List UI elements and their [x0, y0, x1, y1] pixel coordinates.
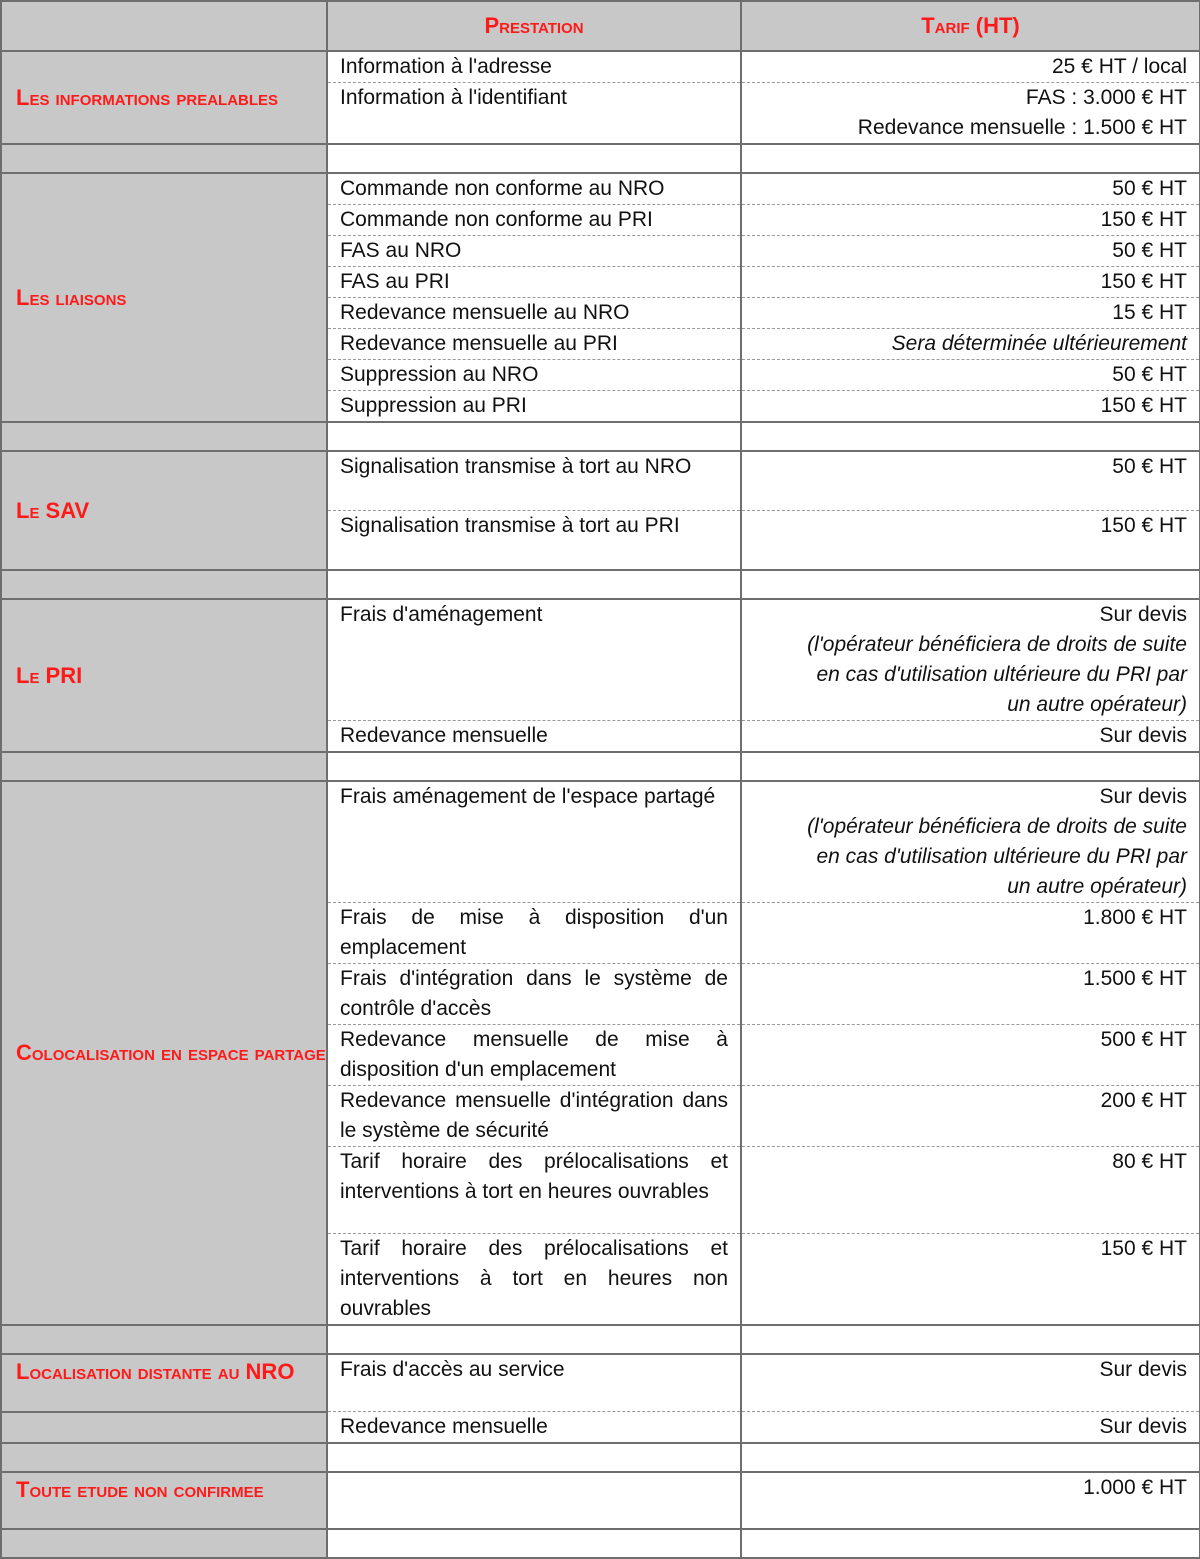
tarif-cell — [741, 83, 1200, 145]
table-row — [1, 781, 1200, 903]
prestation-cell: Redevance mensuelle au PRI — [327, 329, 741, 360]
prestation-cell: Suppression au NRO — [327, 360, 741, 391]
tarif-cell: 150 € HT — [741, 205, 1200, 236]
tarif-line: Sur devis — [1099, 603, 1187, 626]
tarif-cell: 200 € HT — [741, 1086, 1200, 1147]
tarif-cell: Sera déterminée ultérieurement — [741, 329, 1200, 360]
section-label-informations-prealables: Les informations prealables — [1, 51, 327, 144]
prestation-cell: Information à l'identifiant — [327, 83, 741, 145]
spacer-row — [1, 1529, 1200, 1558]
header-tarif: Tarif (HT) — [741, 1, 1200, 51]
prestation-cell: Redevance mensuelle — [327, 721, 741, 753]
table-row — [1, 51, 1200, 83]
prestation-cell: Redevance mensuelle au NRO — [327, 298, 741, 329]
prestation-cell: FAS au PRI — [327, 267, 741, 298]
section-label-localisation-distante: Localisation distante au NRO — [1, 1354, 327, 1412]
tarif-cell: 80 € HT — [741, 1147, 1200, 1234]
table-row — [1, 173, 1200, 205]
tarif-cell: Sur devis — [741, 721, 1200, 753]
tarif-cell: 50 € HT — [741, 451, 1200, 511]
prestation-cell: Frais d'intégration dans le système de contrôle d'accès — [327, 964, 741, 1025]
table-row — [1, 1354, 1200, 1412]
section-label-liaisons: Les liaisons — [1, 173, 327, 422]
prestation-cell — [327, 1472, 741, 1529]
tarif-note: (l'opérateur bénéficiera de droits de suite en cas d'utilisation ultérieure du PRI par un autre opérateur) — [807, 815, 1187, 898]
tarif-cell — [741, 599, 1200, 721]
spacer-row — [1, 144, 1200, 173]
tarif-cell: 50 € HT — [741, 173, 1200, 205]
section-label-pri: Le PRI — [1, 599, 327, 752]
tarif-cell: 500 € HT — [741, 1025, 1200, 1086]
prestation-cell: Tarif horaire des prélocalisations et interventions à tort en heures ouvrables — [327, 1147, 741, 1234]
prestation-cell: Redevance mensuelle — [327, 1412, 741, 1444]
table-row — [1, 451, 1200, 511]
prestation-cell: Frais de mise à disposition d'un emplacement — [327, 903, 741, 964]
section-label-empty — [1, 1412, 327, 1444]
tarif-cell: 1.000 € HT — [741, 1472, 1200, 1529]
prestation-cell: Redevance mensuelle d'intégration dans le système de sécurité — [327, 1086, 741, 1147]
table-row — [1, 599, 1200, 721]
tarif-cell: 1.500 € HT — [741, 964, 1200, 1025]
spacer-row — [1, 1443, 1200, 1472]
prestation-cell: Information à l'adresse — [327, 51, 741, 83]
tarif-cell: 25 € HT / local — [741, 51, 1200, 83]
tarif-note: (l'opérateur bénéficiera de droits de suite en cas d'utilisation ultérieure du PRI par un autre opérateur) — [807, 633, 1187, 716]
tarif-cell: 15 € HT — [741, 298, 1200, 329]
tarif-cell: Sur devis — [741, 1354, 1200, 1412]
spacer-row — [1, 1325, 1200, 1354]
prestation-cell: Signalisation transmise à tort au NRO — [327, 451, 741, 511]
section-label-sav: Le SAV — [1, 451, 327, 570]
prestation-cell: Frais d'accès au service — [327, 1354, 741, 1412]
tarif-line: FAS : 3.000 € HT — [1025, 86, 1187, 109]
prestation-cell: Commande non conforme au NRO — [327, 173, 741, 205]
header-prestation: Prestation — [327, 1, 741, 51]
table-header-row — [1, 1, 1200, 51]
tarif-cell: Sur devis — [741, 1412, 1200, 1444]
prestation-cell: Suppression au PRI — [327, 391, 741, 423]
prestation-cell: Tarif horaire des prélocalisations et interventions à tort en heures non ouvrables — [327, 1234, 741, 1326]
tarif-cell: 150 € HT — [741, 511, 1200, 571]
tarif-cell: 50 € HT — [741, 236, 1200, 267]
tarif-cell — [741, 781, 1200, 903]
prestation-cell: FAS au NRO — [327, 236, 741, 267]
tarif-line: Sur devis — [1099, 785, 1187, 808]
prestation-cell: Commande non conforme au PRI — [327, 205, 741, 236]
prestation-cell: Frais d'aménagement — [327, 599, 741, 721]
section-label-toute-etude: Toute etude non confirmee — [1, 1472, 327, 1529]
tarif-cell: 50 € HT — [741, 360, 1200, 391]
tarif-cell: 150 € HT — [741, 391, 1200, 423]
tarif-cell: 150 € HT — [741, 267, 1200, 298]
spacer-row — [1, 570, 1200, 599]
tarif-cell: 150 € HT — [741, 1234, 1200, 1326]
prestation-cell: Signalisation transmise à tort au PRI — [327, 511, 741, 571]
prestation-cell: Frais aménagement de l'espace partagé — [327, 781, 741, 903]
table-row — [1, 1472, 1200, 1529]
prestation-cell: Redevance mensuelle de mise à disposition d'un emplacement — [327, 1025, 741, 1086]
section-label-colocalisation: Colocalisation en espace partage — [1, 781, 327, 1325]
spacer-row — [1, 422, 1200, 451]
spacer-row — [1, 752, 1200, 781]
table-row — [1, 1412, 1200, 1444]
tarif-cell: 1.800 € HT — [741, 903, 1200, 964]
header-category — [1, 1, 327, 51]
tarif-line: Redevance mensuelle : 1.500 € HT — [857, 116, 1187, 139]
